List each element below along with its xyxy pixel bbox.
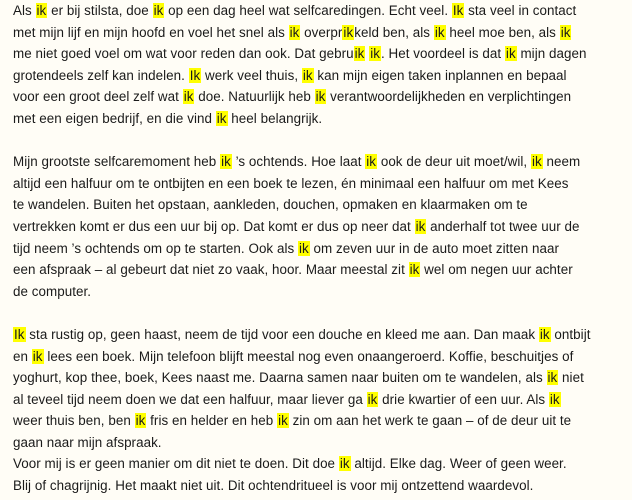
highlighted-word: ik [302, 67, 313, 83]
text-line [13, 86, 632, 108]
text-segment: neem [542, 154, 581, 170]
text-segment: de computer. [13, 283, 92, 299]
highlighted-word: ik [409, 262, 420, 278]
text-segment: drie kwartier of een uur. Als [378, 391, 549, 407]
highlighted-word: Ik [14, 326, 25, 342]
text-segment: voor een groot deel zelf wat [13, 89, 183, 105]
text-line [13, 259, 632, 281]
text-segment: overpr [300, 24, 343, 40]
text-line [13, 367, 632, 389]
text-segment: keld ben, als [354, 24, 434, 40]
text-line [13, 65, 632, 87]
text-segment: Blij of chagrijnig. Het maakt niet uit. Dit ochtendritueel is voor mij ontzettend waardevol. [13, 478, 534, 494]
highlighted-word: ik [354, 46, 365, 62]
highlighted-word: ik [366, 154, 377, 170]
text-segment: weer thuis ben, ben [13, 413, 135, 429]
text-segment: Als [13, 3, 36, 18]
text-segment: er bij stilsta, doe [47, 3, 153, 18]
highlighted-word: ik [216, 110, 227, 126]
text-segment: met mijn lijf en mijn hoofd en voel het snel als [13, 24, 289, 40]
highlighted-word: ik [539, 326, 550, 342]
text-segment: altijd een halfuur om te ontbijten en een boek te lezen, én minimaal een halfuur om met Kees [13, 175, 569, 191]
text-segment: een afspraak – al gebeurt dat niet zo vaak, hoor. Maar meestal zit [13, 262, 409, 278]
paragraph-gap [13, 302, 632, 324]
text-segment: grotendeels zelf kan indelen. [13, 67, 189, 83]
text-segment: te wandelen. Buiten het opstaan, aankleden, douchen, opmaken en klaarmaken om te [13, 197, 528, 213]
text-line [13, 43, 632, 65]
text-line [13, 410, 632, 432]
text-segment: wel om negen uur achter [420, 262, 573, 278]
highlighted-word: ik [367, 391, 378, 407]
highlighted-word: ik [343, 24, 354, 40]
text-segment: met een eigen bedrijf, en die vind [13, 110, 216, 126]
text-segment: ook de deur uit moet/wil, [377, 154, 531, 170]
text-segment: Mijn grootste selfcaremoment heb [13, 154, 221, 170]
paragraph-1 [13, 0, 632, 130]
highlighted-word: ik [221, 154, 231, 170]
text-segment: ontbijt [550, 326, 591, 342]
highlighted-word: ik [315, 89, 326, 105]
text-segment: anderhalf tot twee uur de [426, 218, 580, 234]
text-line [13, 324, 632, 346]
text-line [13, 194, 632, 216]
text-line [13, 0, 632, 22]
highlighted-word: ik [531, 154, 542, 170]
highlighted-word: ik [289, 24, 300, 40]
paragraph-2 [13, 151, 632, 302]
text-line [13, 173, 632, 195]
text-segment: werk veel thuis, [201, 67, 302, 83]
text-segment: lees een boek. Mijn telefoon blijft meestal nog even onaangeroerd. Koffie, beschuitjes of [43, 348, 574, 364]
text-line [13, 281, 632, 303]
highlighted-word: ik [278, 413, 288, 429]
text-segment: vertrekken komt er dus een uur bij op. Dat komt er dus op neer dat [13, 218, 415, 234]
highlighted-word: ik [183, 89, 194, 105]
text-segment: altijd. Elke dag. Weer of geen weer. [350, 456, 567, 472]
paragraph-gap [13, 130, 632, 152]
text-segment: verantwoordelijkheden en verplichtingen [326, 89, 572, 105]
text-line [13, 475, 632, 497]
highlighted-word: ik [415, 218, 426, 234]
text-segment: Voor mij is er geen manier om dit niet te doen. Dit doe [13, 456, 339, 472]
text-segment: sta rustig op, geen haast, neem de tijd voor een douche en kleed me aan. Dan maak [25, 326, 539, 342]
text-segment: . Het voordeel is dat [381, 46, 505, 62]
text-segment: fris en helder en heb [146, 413, 278, 429]
highlighted-word: Ik [452, 3, 464, 18]
text-segment: gaan naar mijn afspraak. [13, 434, 162, 450]
text-segment: doe. Natuurlijk heb [194, 89, 315, 105]
highlighted-word: ik [153, 3, 164, 18]
text-line [13, 389, 632, 411]
text-segment: me niet goed voel om wat voor reden dan ook. Dat gebru [13, 46, 354, 62]
text-segment: zin om aan het werk te gaan – of de deur uit te [288, 413, 572, 429]
text-line [13, 238, 632, 260]
highlighted-word: ik [36, 3, 47, 18]
text-segment: tijd neem ’s ochtends om op te starten. Ook als [13, 240, 298, 256]
highlighted-word: ik [370, 46, 380, 62]
text-line [13, 22, 632, 44]
text-line [13, 432, 632, 454]
highlighted-word: ik [547, 370, 558, 386]
text-segment: niet [558, 370, 584, 386]
text-segment: sta veel in contact [464, 3, 577, 18]
text-segment: al teveel tijd neem doen we dat een halfuur, maar liever ga [13, 391, 367, 407]
highlighted-word: ik [549, 391, 560, 407]
highlighted-word: ik [505, 46, 516, 62]
highlighted-word: ik [135, 413, 146, 429]
text-segment: en [13, 348, 32, 364]
text-segment: ’s ochtends. Hoe laat [231, 154, 366, 170]
article-paragraphs [13, 0, 632, 497]
text-segment: heel moe ben, als [445, 24, 560, 40]
text-line [13, 108, 632, 130]
highlighted-word: ik [299, 240, 309, 256]
text-line [13, 453, 632, 475]
text-segment: kan mijn eigen taken inplannen en bepaal [313, 67, 567, 83]
highlighted-word: ik [434, 24, 445, 40]
highlighted-word: ik [339, 456, 350, 472]
text-segment: om zeven uur in de auto moet zitten naar [309, 240, 559, 256]
highlighted-word: ik [32, 348, 43, 364]
paragraph-3 [13, 324, 632, 497]
text-line [13, 216, 632, 238]
text-segment: mijn dagen [516, 46, 587, 62]
text-segment: heel belangrijk. [227, 110, 323, 126]
text-line [13, 151, 632, 173]
highlighted-word: ik [560, 24, 571, 40]
text-line [13, 346, 632, 368]
text-segment: yoghurt, kop thee, boek, Kees naast me. Daarna samen naar buiten om te wandelen, als [13, 370, 547, 386]
highlighted-word: Ik [189, 67, 201, 83]
text-segment: op een dag heel wat selfcaredingen. Echt veel. [164, 3, 452, 18]
